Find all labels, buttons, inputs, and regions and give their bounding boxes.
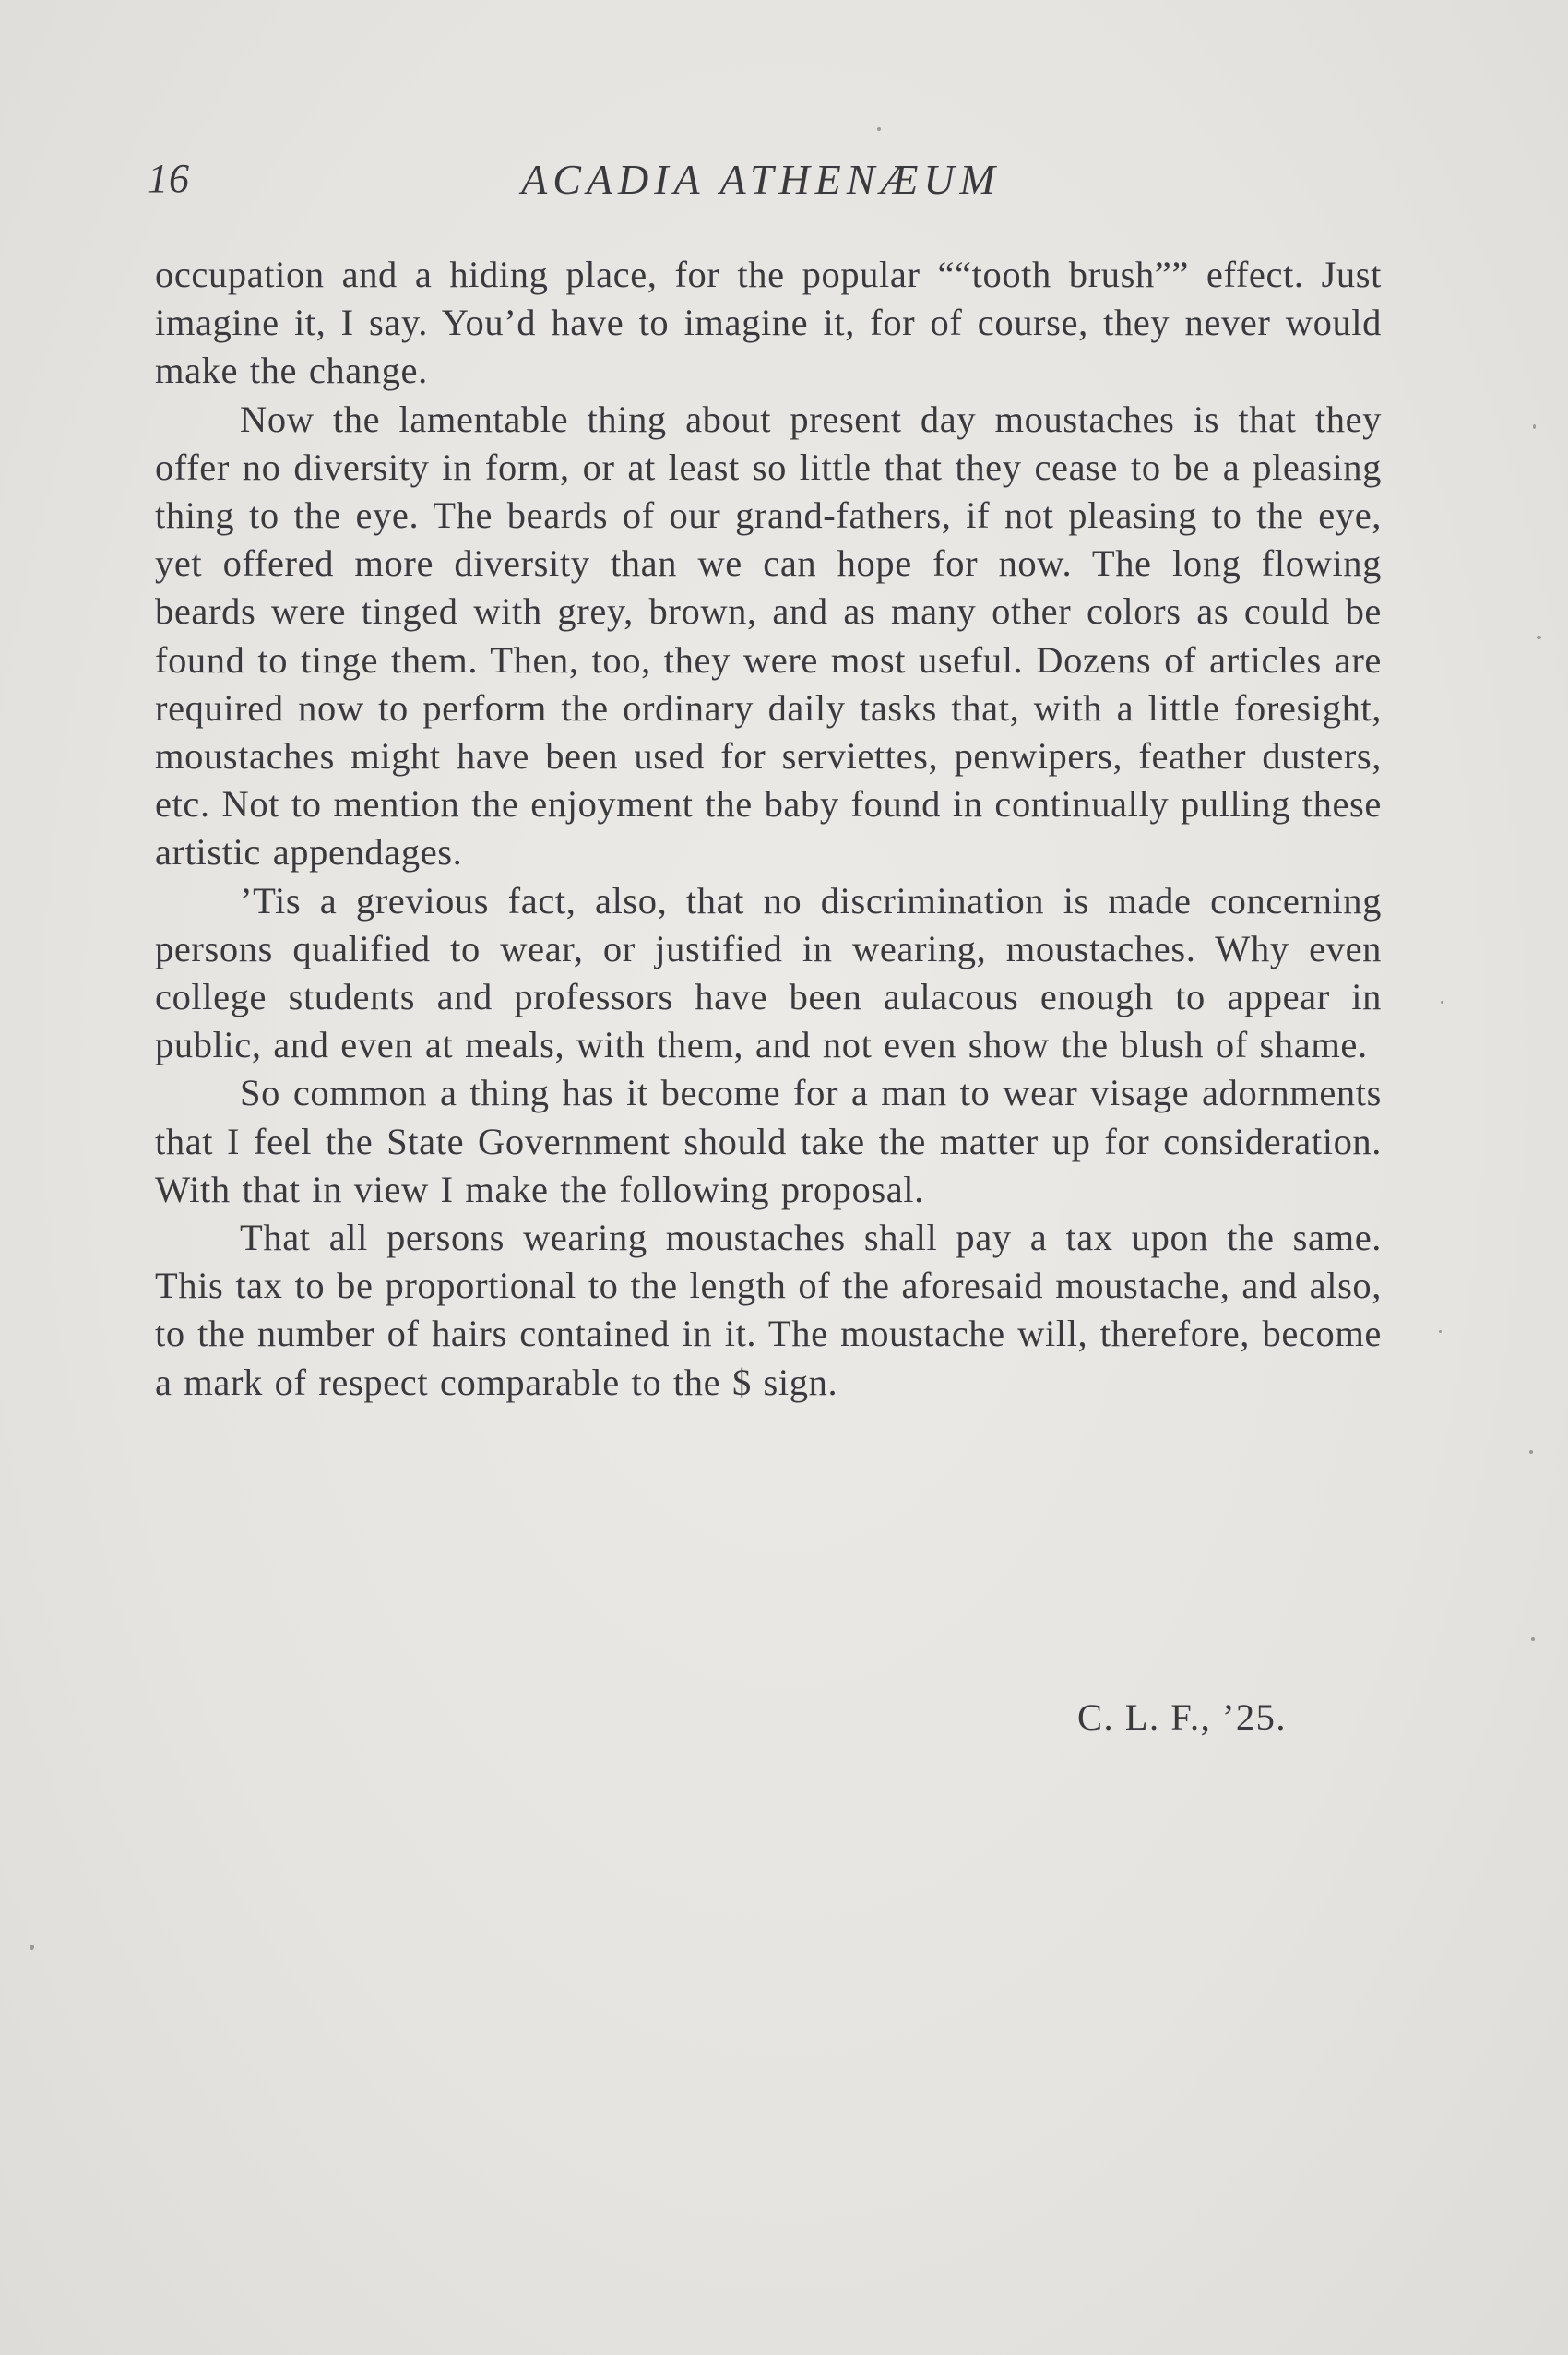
author-signature: C. L. F., ’25. — [1077, 1696, 1288, 1738]
paper-speck — [877, 127, 881, 131]
paragraph-continuation: occupation and a hiding place, for the popular ““tooth brush”” effect. Just imagine it, I say. You’d have to imagine it, for of course, they never would make the change. — [155, 254, 1382, 392]
page-header — [148, 155, 1374, 210]
paper-speck — [1533, 424, 1536, 429]
article-body — [155, 251, 1382, 1407]
paragraph-proposal-intro: So common a thing has it become for a man to wear visage adornments that I feel the State Government should take the matter up for consideration. With that in view I make the following proposal. — [155, 1072, 1382, 1210]
running-title: ACADIA ATHENÆUM — [521, 156, 1001, 203]
paper-speck — [1529, 1450, 1533, 1454]
paper-speck — [30, 1945, 34, 1950]
paragraph-moustache-diversity: Now the lamentable thing about present day moustaches is that they offer no diversity in form, or at least so little that they cease to be a pleasing thing to the eye. The beards of our grand-fathers, if not pleasing to the eye, yet offered more diversity than we can hope for now. The long flowing beards were tinged with grey, brown, and as many other colors as could be found to tinge them. Then, too, they were most useful. Dozens of articles are required now to perform the ordinary daily tasks that, with a little foresight, moustaches might have been used for serviettes, penwipers, feather dusters, etc. Not to mention the enjoyment the baby found in continually pulling these artistic appendages. — [155, 398, 1382, 874]
paragraph-tax-proposal: That all persons wearing moustaches shall pay a tax upon the same. This tax to be proportional to the length of the aforesaid moustache, and also, to the number of hairs contained in it. The moustache will, therefore, become a mark of respect comparable to the $ sign. — [155, 1217, 1382, 1403]
page-number: 16 — [148, 156, 190, 201]
paper-speck — [1441, 1001, 1443, 1004]
paper-speck — [1439, 1330, 1442, 1333]
paper-speck — [1531, 1637, 1535, 1641]
paper-speck — [1537, 636, 1541, 639]
paragraph-discrimination: ’Tis a grevious fact, also, that no discrimination is made concerning persons qualified to wear, or justified in wearing, moustaches. Why even college students and professors have been aulacous enough to appear in public, and even at meals, with them, and not even show the blush of shame. — [155, 879, 1382, 1066]
